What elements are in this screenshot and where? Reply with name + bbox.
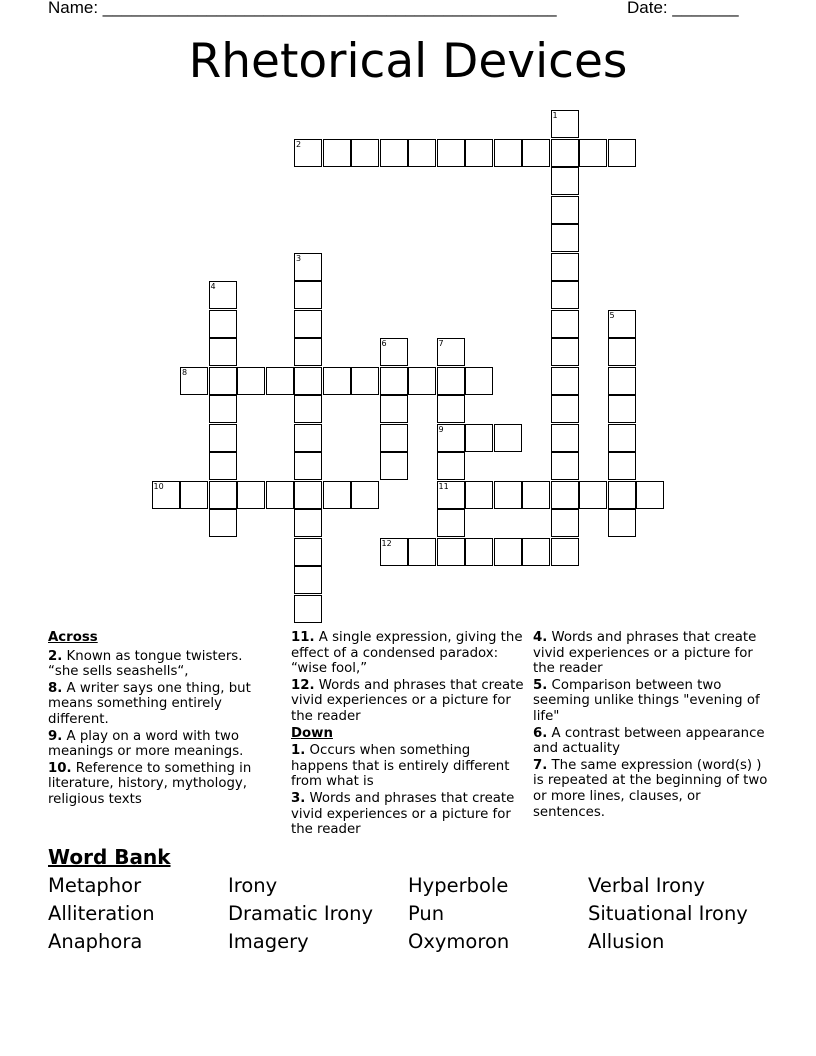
- crossword-cell[interactable]: [323, 481, 351, 509]
- crossword-cell[interactable]: [437, 481, 465, 509]
- clue-across-8: 8. A writer says one thing, but means something entirely different.: [48, 680, 251, 727]
- crossword-cell[interactable]: [294, 367, 322, 395]
- clue-number: 11: [438, 481, 449, 491]
- clue-down-4: 4. Words and phrases that create vivid experiences or a picture for the reader: [533, 630, 757, 677]
- crossword-cell[interactable]: [294, 281, 322, 309]
- crossword-cell[interactable]: [437, 509, 465, 537]
- crossword-cell[interactable]: [608, 310, 636, 338]
- crossword-cell[interactable]: [152, 481, 180, 509]
- clue-down-3: 3. Words and phrases that create vivid experiences or a picture for the reader: [291, 790, 515, 838]
- crossword-cell[interactable]: [551, 253, 579, 281]
- crossword-cell[interactable]: [551, 310, 579, 338]
- crossword-cell[interactable]: [579, 481, 607, 509]
- clue-across-2: 2. Known as tongue twisters. “she sells seashells“,: [48, 648, 243, 680]
- crossword-cell[interactable]: [351, 139, 379, 167]
- crossword-cell[interactable]: [494, 424, 522, 452]
- crossword-cell[interactable]: [465, 367, 493, 395]
- crossword-cell[interactable]: [209, 481, 237, 509]
- crossword-cell[interactable]: [551, 338, 579, 366]
- crossword-cell[interactable]: [380, 452, 408, 480]
- crossword-cell[interactable]: [551, 110, 579, 138]
- word-bank-item: Anaphora: [48, 930, 143, 953]
- date-field[interactable]: Date: _______: [627, 0, 739, 17]
- crossword-cell[interactable]: [294, 424, 322, 452]
- clue-number: 4: [210, 282, 216, 291]
- crossword-cell[interactable]: [380, 395, 408, 423]
- crossword-cell[interactable]: [294, 538, 322, 566]
- clues-column-1: [48, 630, 276, 809]
- crossword-cell[interactable]: [608, 395, 636, 423]
- clues-column-2: [291, 630, 525, 839]
- clue-number: 7: [438, 339, 444, 348]
- crossword-cell[interactable]: [551, 452, 579, 480]
- word-bank-item: Verbal Irony: [588, 874, 705, 897]
- crossword-cell[interactable]: [608, 139, 636, 167]
- crossword-cell[interactable]: [209, 310, 237, 338]
- crossword-cell[interactable]: [551, 509, 579, 537]
- crossword-cell[interactable]: [209, 338, 237, 366]
- crossword-cell[interactable]: [380, 338, 408, 366]
- crossword-cell[interactable]: [380, 538, 408, 566]
- clue-number: 1: [552, 111, 558, 120]
- crossword-cell[interactable]: [551, 481, 579, 509]
- crossword-cell[interactable]: [209, 509, 237, 537]
- crossword-cell[interactable]: [351, 367, 379, 395]
- crossword-cell[interactable]: [608, 509, 636, 537]
- crossword-cell[interactable]: [209, 367, 237, 395]
- crossword-cell[interactable]: [209, 452, 237, 480]
- down-heading: Down: [291, 725, 333, 741]
- crossword-cell[interactable]: [608, 424, 636, 452]
- crossword-cell[interactable]: [465, 139, 493, 167]
- crossword-cell[interactable]: [551, 424, 579, 452]
- crossword-cell[interactable]: [551, 395, 579, 423]
- clue-number: 12: [381, 538, 392, 548]
- crossword-cell[interactable]: [180, 481, 208, 509]
- crossword-cell[interactable]: [551, 196, 579, 224]
- crossword-cell[interactable]: [380, 367, 408, 395]
- crossword-cell[interactable]: [408, 367, 436, 395]
- crossword-cell[interactable]: [380, 424, 408, 452]
- crossword-cell[interactable]: [437, 452, 465, 480]
- crossword-cell[interactable]: [522, 538, 550, 566]
- word-bank-item: Dramatic Irony: [228, 902, 374, 925]
- word-bank-item: Oxymoron: [408, 930, 510, 953]
- crossword-cell[interactable]: [551, 281, 579, 309]
- crossword-cell[interactable]: [608, 452, 636, 480]
- crossword-cell[interactable]: [437, 395, 465, 423]
- clue-number: 3: [296, 253, 302, 263]
- crossword-cell[interactable]: [608, 367, 636, 395]
- crossword-cell[interactable]: [437, 367, 465, 395]
- crossword-cell[interactable]: [294, 139, 322, 167]
- crossword-cell[interactable]: [266, 481, 294, 509]
- clue-number: 5: [609, 310, 615, 320]
- crossword-cell[interactable]: [266, 367, 294, 395]
- word-bank-item: Irony: [228, 874, 278, 897]
- crossword-cell[interactable]: [323, 139, 351, 167]
- clue-across-10: 10. Reference to something in literature, history, mythology, religious texts: [48, 760, 252, 807]
- word-bank-title: Word Bank: [48, 845, 171, 869]
- crossword-cell[interactable]: [522, 481, 550, 509]
- crossword-cell[interactable]: [522, 139, 550, 167]
- clue-number: 10: [153, 481, 164, 491]
- crossword-cell[interactable]: [551, 538, 579, 566]
- crossword-cell[interactable]: [209, 395, 237, 423]
- crossword-cell[interactable]: [437, 538, 465, 566]
- clue-down-1: 1. Occurs when something happens that is entirely different from what is: [291, 743, 510, 790]
- word-bank-item: Pun: [408, 902, 445, 925]
- crossword-cell[interactable]: [294, 310, 322, 338]
- crossword-cell[interactable]: [408, 538, 436, 566]
- word-bank-item: Hyperbole: [408, 874, 509, 897]
- crossword-cell[interactable]: [209, 424, 237, 452]
- word-bank-item: Situational Irony: [588, 902, 748, 925]
- clues-column-3: [533, 630, 771, 821]
- crossword-cell[interactable]: [636, 481, 664, 509]
- crossword-cell[interactable]: [579, 139, 607, 167]
- crossword-cell[interactable]: [294, 395, 322, 423]
- clue-across-9: 9. A play on a word with two meanings or more meanings.: [48, 728, 244, 760]
- crossword-cell[interactable]: [551, 224, 579, 252]
- crossword-cell[interactable]: [294, 509, 322, 537]
- crossword-cell[interactable]: [551, 367, 579, 395]
- clue-across-11: 11. A single expression, giving the effect of a condensed paradox: “wise fool,”: [291, 630, 523, 677]
- crossword-cell[interactable]: [437, 139, 465, 167]
- crossword-cell[interactable]: [494, 538, 522, 566]
- word-bank-item: Allusion: [588, 930, 665, 953]
- clue-across-12: 12. Words and phrases that create vivid experiences or a picture for the reader: [291, 677, 524, 724]
- crossword-cell[interactable]: [437, 424, 465, 452]
- crossword-cell[interactable]: [465, 481, 493, 509]
- crossword-cell[interactable]: [465, 424, 493, 452]
- page-title: Rhetorical Devices: [188, 34, 628, 89]
- name-field[interactable]: Name: ________________________________________________: [48, 0, 557, 17]
- crossword-cell[interactable]: [294, 481, 322, 509]
- clue-number: 9: [438, 424, 444, 434]
- crossword-cell[interactable]: [494, 481, 522, 509]
- clue-down-7: 7. The same expression (word(s) ) is repeated at the beginning of two or more lines, clauses, or sentences.: [533, 757, 768, 820]
- crossword-cell[interactable]: [551, 139, 579, 167]
- clue-down-5: 5. Comparison between two seeming unlike things "evening of life": [533, 677, 760, 724]
- crossword-cell[interactable]: [237, 481, 265, 509]
- word-bank-item: Imagery: [228, 930, 309, 953]
- crossword-cell[interactable]: [465, 538, 493, 566]
- crossword-cell[interactable]: [408, 139, 436, 167]
- crossword-cell[interactable]: [380, 139, 408, 167]
- crossword-cell[interactable]: [608, 338, 636, 366]
- across-heading: Across: [48, 630, 98, 645]
- clue-number: 8: [182, 367, 188, 377]
- crossword-cell[interactable]: [294, 338, 322, 366]
- crossword-cell[interactable]: [437, 338, 465, 366]
- crossword-cell[interactable]: [608, 481, 636, 509]
- crossword-cell[interactable]: [494, 139, 522, 167]
- crossword-cell[interactable]: [323, 367, 351, 395]
- word-bank-item: Alliteration: [48, 902, 155, 925]
- crossword-cell[interactable]: [294, 452, 322, 480]
- crossword-cell[interactable]: [209, 281, 237, 309]
- crossword-cell[interactable]: [551, 167, 579, 195]
- word-bank-item: Metaphor: [48, 874, 142, 897]
- crossword-cell[interactable]: [180, 367, 208, 395]
- crossword-cell[interactable]: [294, 566, 322, 594]
- clue-number: 2: [296, 139, 302, 149]
- crossword-cell[interactable]: [294, 253, 322, 281]
- clue-number: 6: [381, 339, 387, 348]
- crossword-cell[interactable]: [237, 367, 265, 395]
- crossword-cell[interactable]: [351, 481, 379, 509]
- clue-down-6: 6. A contrast between appearance and actuality: [533, 725, 765, 757]
- crossword-cell[interactable]: [294, 595, 322, 623]
